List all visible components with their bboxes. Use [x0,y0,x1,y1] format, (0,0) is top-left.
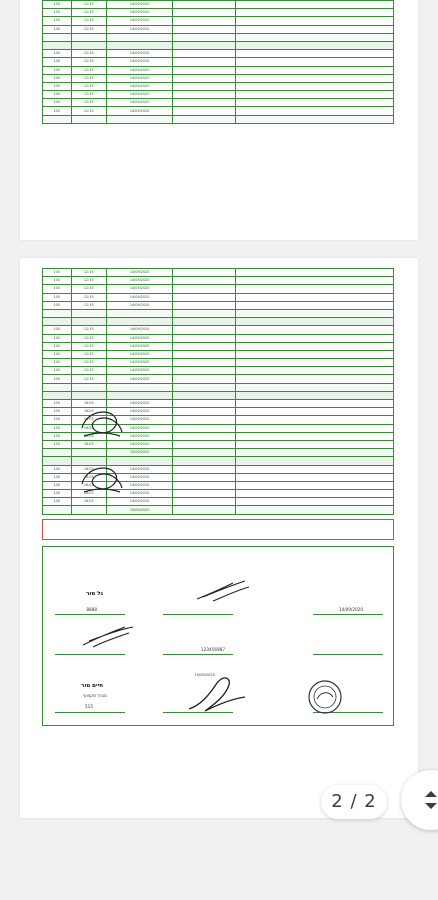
item-name-cell [236,350,394,358]
empty-cell [173,309,236,317]
date-cell: 14/09/2020 [106,350,172,358]
quantity-cell: 100 [43,359,72,367]
warning-box [42,519,394,540]
table-row [43,25,394,33]
item-name-cell [236,25,394,33]
empty-cell [173,367,236,375]
time-cell [71,33,106,41]
signature-mark [76,402,126,442]
quantity-cell [43,457,72,465]
quantity-cell: 100 [43,82,72,90]
quantity-cell: 100 [43,25,72,33]
date-cell: 14/09/2020 [106,375,172,383]
time-cell: 12:35 [71,82,106,90]
quantity-cell: 100 [43,424,72,432]
date-cell: 14/09/2020 [106,25,172,33]
date-cell: 14/09/2020 [106,416,172,424]
pdf-page-1 [20,0,418,240]
time-cell: 12:35 [71,342,106,350]
empty-cell [173,408,236,416]
time-cell [71,506,106,514]
date-cell: 14/09/2020 [106,498,172,506]
date-cell: 14/09/2020 [106,66,172,74]
section-footer-row [43,309,394,317]
time-cell [71,309,106,317]
quantity-cell: 100 [43,432,72,440]
empty-cell [173,66,236,74]
empty-cell [173,293,236,301]
quantity-cell: 100 [43,367,72,375]
quantity-cell: 100 [43,334,72,342]
item-name-cell [236,269,394,277]
quantity-cell: 100 [43,285,72,293]
signature-line [313,654,383,655]
date-cell [106,309,172,317]
item-name-cell [236,99,394,107]
quantity-cell [43,383,72,391]
stamp-icon [305,677,345,717]
time-cell: 12:35 [71,334,106,342]
time-cell: 12:35 [71,58,106,66]
time-cell [71,449,106,457]
date-cell: 14/09/2020 [106,334,172,342]
quantity-cell: 100 [43,58,72,66]
quantity-cell: 100 [43,326,72,334]
time-cell: 12:35 [71,107,106,115]
table-row [43,99,394,107]
item-name-cell [236,293,394,301]
date-cell: 15/09/2020 [106,449,172,457]
time-cell: 12:35 [71,1,106,9]
quantity-cell: 100 [43,301,72,309]
item-name-cell [236,481,394,489]
approval-date: 14/09/2020 [338,606,363,612]
item-name-cell [236,115,394,123]
quantity-cell [43,449,72,457]
date-cell: 14/09/2020 [106,17,172,25]
signature-line [163,614,233,615]
schedule-document [42,0,394,124]
date-cell: 14/09/2020 [106,99,172,107]
quantity-cell: 100 [43,342,72,350]
authorization-section [42,546,394,726]
quantity-cell: 100 [43,408,72,416]
time-cell: 12:35 [71,99,106,107]
validity-date: 19/09/2020 [194,672,215,677]
section-footer-row [43,449,394,457]
item-name-cell [236,334,394,342]
time-cell: 12:35 [71,269,106,277]
table-row [43,375,394,383]
empty-cell [173,318,236,326]
time-cell: 12:35 [71,326,106,334]
quantity-cell: 100 [43,293,72,301]
signature-mark [79,623,139,649]
date-cell: 14/09/2020 [106,9,172,17]
table-row [43,74,394,82]
quantity-cell: 100 [43,473,72,481]
manager-name: חיים מור [81,682,103,689]
empty-cell [173,432,236,440]
empty-cell [173,41,236,49]
quantity-cell: 100 [43,416,72,424]
table-row [43,17,394,25]
item-name-cell [236,301,394,309]
empty-cell [173,91,236,99]
item-name-cell [236,408,394,416]
empty-cell [173,506,236,514]
date-cell: 14/09/2020 [106,400,172,408]
empty-cell [173,424,236,432]
empty-cell [173,342,236,350]
item-name-cell [236,440,394,448]
time-cell: 12:35 [71,350,106,358]
table-row [43,9,394,17]
time-cell: 16:05 [71,400,106,408]
id-number: 123456987 [201,646,225,652]
quantity-cell [43,115,72,123]
pdf-page-2 [20,258,418,818]
date-cell: 14/09/2020 [106,82,172,90]
quantity-cell [43,41,72,49]
current-page-number: 2 [331,791,344,812]
empty-cell [173,33,236,41]
table-row [43,367,394,375]
time-cell: 16:05 [71,440,106,448]
time-cell: 12:35 [71,9,106,17]
signature-mark [76,458,126,498]
table-row [43,107,394,115]
time-cell: 16:05 [71,424,106,432]
quantity-cell [43,318,72,326]
date-cell: 14/09/2020 [106,58,172,66]
table-row [43,285,394,293]
empty-cell [173,82,236,90]
item-name-cell [236,400,394,408]
time-cell [71,318,106,326]
item-name-cell [236,50,394,58]
empty-cell [173,25,236,33]
item-name-cell [236,41,394,49]
date-cell: 14/09/2020 [106,326,172,334]
item-name-cell [236,107,394,115]
item-name-cell [236,9,394,17]
item-name-cell [236,457,394,465]
empty-cell [173,17,236,25]
empty-cell [173,490,236,498]
quantity-cell [43,391,72,399]
item-name-cell [236,17,394,25]
time-cell: 16:05 [71,473,106,481]
date-cell [106,383,172,391]
date-cell: 14/09/2020 [106,285,172,293]
date-cell [106,41,172,49]
item-name-cell [236,82,394,90]
quantity-cell: 100 [43,99,72,107]
quantity-cell: 100 [43,440,72,448]
item-name-cell [236,367,394,375]
time-cell: 12:35 [71,17,106,25]
date-cell: 14/09/2020 [106,359,172,367]
item-name-cell [236,416,394,424]
item-name-cell [236,58,394,66]
quantity-cell [43,33,72,41]
item-name-cell [236,277,394,285]
empty-cell [173,58,236,66]
item-name-cell [236,33,394,41]
section-footer-row [43,115,394,123]
section-footer-row [43,383,394,391]
empty-cell [173,269,236,277]
manager-number: 515 [85,703,93,709]
schedule-table [42,0,394,124]
date-cell [106,33,172,41]
quantity-cell: 100 [43,269,72,277]
empty-cell [173,440,236,448]
empty-cell [173,481,236,489]
item-name-cell [236,309,394,317]
empty-cell [173,277,236,285]
quantity-cell: 100 [43,107,72,115]
date-cell [106,391,172,399]
time-cell: 12:35 [71,301,106,309]
date-cell: 14/09/2020 [106,473,172,481]
date-cell: 14/09/2020 [106,424,172,432]
item-name-cell [236,375,394,383]
quantity-cell: 100 [43,375,72,383]
table-row [43,334,394,342]
time-cell: 12:35 [71,74,106,82]
table-row [43,293,394,301]
table-row [43,58,394,66]
table-row [43,91,394,99]
empty-cell [173,9,236,17]
item-name-cell [236,432,394,440]
empty-cell [173,350,236,358]
time-cell: 16:05 [71,481,106,489]
empty-cell [173,326,236,334]
page-separator: / [350,791,358,812]
date-cell: 14/09/2020 [106,277,172,285]
empty-cell [173,473,236,481]
date-cell: 15/09/2020 [106,506,172,514]
signature-line [55,712,125,713]
time-cell: 16:05 [71,408,106,416]
time-cell: 16:05 [71,465,106,473]
date-cell: 14/09/2020 [106,440,172,448]
table-row [43,350,394,358]
warning-text-line [46,532,390,537]
time-cell: 12:35 [71,66,106,74]
date-cell [106,115,172,123]
quantity-cell [43,506,72,514]
quantity-cell: 100 [43,74,72,82]
quantity-cell: 100 [43,66,72,74]
time-cell: 12:35 [71,25,106,33]
item-name-cell [236,66,394,74]
empty-cell [173,74,236,82]
time-cell: 12:35 [71,375,106,383]
signature-line [55,614,125,615]
date-cell: 14/09/2020 [106,465,172,473]
empty-cell [173,498,236,506]
table-row [43,359,394,367]
item-name-cell [236,465,394,473]
time-cell: 16:05 [71,432,106,440]
date-cell: 14/09/2020 [106,481,172,489]
empty-cell [173,50,236,58]
empty-cell [173,449,236,457]
quantity-cell [43,309,72,317]
table-row [43,498,394,506]
date-cell: 14/09/2020 [106,107,172,115]
table-row [43,1,394,9]
item-name-cell [236,326,394,334]
quantity-cell: 100 [43,50,72,58]
item-name-cell [236,285,394,293]
table-row [43,301,394,309]
empty-cell [173,375,236,383]
section-header-row [43,318,394,326]
item-name-cell [236,342,394,350]
table-row [43,342,394,350]
time-cell: 12:35 [71,359,106,367]
item-name-cell [236,391,394,399]
section-footer-row [43,506,394,514]
time-cell: 12:35 [71,367,106,375]
table-row [43,277,394,285]
time-cell: 16:05 [71,490,106,498]
signature-line [55,654,125,655]
empty-cell [173,115,236,123]
time-cell [71,41,106,49]
empty-cell [173,107,236,115]
item-name-cell [236,449,394,457]
page-counter [321,785,387,819]
empty-cell [173,416,236,424]
date-cell: 14/09/2020 [106,432,172,440]
table-row [43,269,394,277]
empty-cell [173,301,236,309]
license-number: 8888 [86,606,97,612]
empty-cell [173,457,236,465]
date-cell: 14/09/2020 [106,269,172,277]
time-cell: 16:05 [71,498,106,506]
empty-cell [173,383,236,391]
quantity-cell: 100 [43,1,72,9]
table-row [43,326,394,334]
date-cell: 14/09/2020 [106,91,172,99]
item-name-cell [236,74,394,82]
time-cell: 16:05 [71,416,106,424]
date-cell: 14/09/2020 [106,301,172,309]
scroll-arrows-icon [419,788,438,812]
date-cell [106,318,172,326]
time-cell: 12:35 [71,50,106,58]
signer-name: גל מור [86,590,103,597]
empty-cell [173,359,236,367]
item-name-cell [236,383,394,391]
date-cell: 14/09/2020 [106,342,172,350]
section-header-row [43,41,394,49]
quantity-cell: 100 [43,17,72,25]
date-cell: 14/09/2020 [106,1,172,9]
quantity-cell: 100 [43,400,72,408]
time-cell: 12:35 [71,285,106,293]
signature-mark [183,671,253,717]
quantity-cell: 100 [43,277,72,285]
item-name-cell [236,498,394,506]
quantity-cell: 100 [43,490,72,498]
item-name-cell [236,318,394,326]
date-cell: 14/09/2020 [106,408,172,416]
item-name-cell [236,506,394,514]
signature-mark [193,577,253,605]
time-cell [71,115,106,123]
section-header-row [43,391,394,399]
empty-cell [173,391,236,399]
time-cell: 12:35 [71,293,106,301]
date-cell: 14/09/2020 [106,293,172,301]
empty-cell [173,285,236,293]
time-cell: 12:35 [71,277,106,285]
time-cell: 12:35 [71,91,106,99]
empty-cell [173,99,236,107]
item-name-cell [236,473,394,481]
item-name-cell [236,91,394,99]
item-name-cell [236,424,394,432]
table-row [43,50,394,58]
empty-cell [173,465,236,473]
quantity-cell: 100 [43,91,72,99]
section-footer-row [43,33,394,41]
quantity-cell: 100 [43,481,72,489]
date-cell: 14/09/2020 [106,74,172,82]
empty-cell [173,334,236,342]
empty-cell [173,400,236,408]
empty-cell [173,1,236,9]
date-cell: 14/09/2020 [106,490,172,498]
time-cell [71,391,106,399]
item-name-cell [236,490,394,498]
id-line [163,654,233,655]
quantity-cell: 100 [43,498,72,506]
date-cell: 14/09/2020 [106,367,172,375]
quantity-cell: 100 [43,9,72,17]
item-name-cell [236,359,394,367]
item-name-cell [236,1,394,9]
table-row [43,66,394,74]
total-pages-number: 2 [364,791,377,812]
quantity-cell: 100 [43,350,72,358]
quantity-cell: 100 [43,465,72,473]
table-row [43,82,394,90]
manager-role: מנהל מקצועי [83,692,107,698]
time-cell [71,383,106,391]
date-cell: 14/09/2020 [106,50,172,58]
date-line [313,614,383,615]
